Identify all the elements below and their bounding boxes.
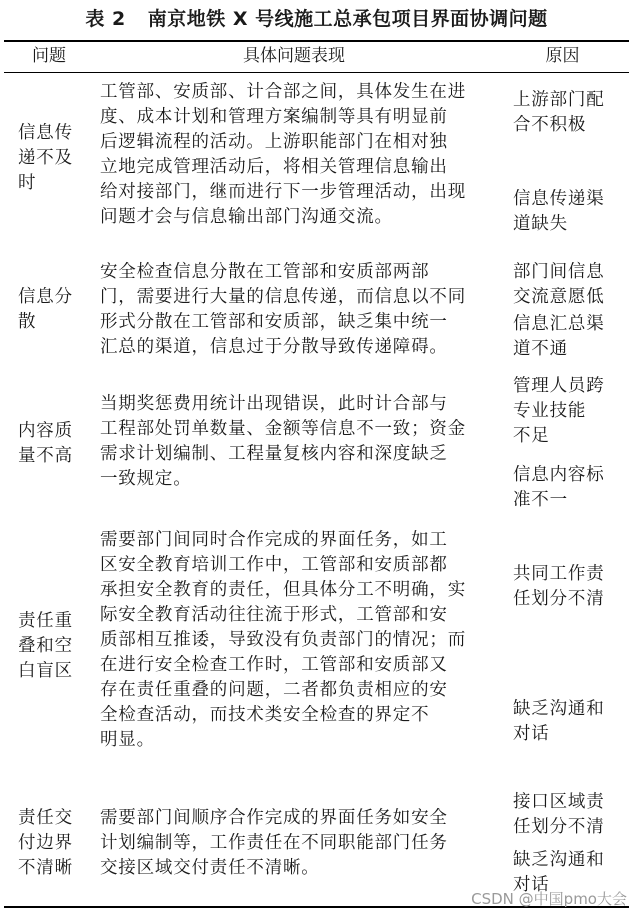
cause-cell xyxy=(513,790,605,840)
text-line: 信息分 xyxy=(18,287,73,307)
description-cell xyxy=(100,806,448,881)
text-line: 接口区域责 xyxy=(513,792,605,812)
cause-cell xyxy=(513,312,605,362)
header-rule xyxy=(4,72,629,73)
table-number: 表 2 xyxy=(85,8,126,30)
text-line: 叠和空 xyxy=(18,636,73,656)
description-cell xyxy=(100,260,466,360)
text-line: 需要部门间顺序合作完成的界面任务如安全 xyxy=(100,808,448,828)
text-line: 给对接部门，继而进行下一步管理活动，出现 xyxy=(100,182,466,202)
text-line: 缺乏沟通和 xyxy=(513,699,605,719)
cause-cell xyxy=(513,260,605,310)
header-issue: 问题 xyxy=(32,46,66,66)
text-line: 不足 xyxy=(513,426,550,446)
watermark: CSDN @中国pmo大会 xyxy=(471,890,627,908)
text-line: 任划分不清 xyxy=(513,589,605,609)
text-line: 工管部、安质部、计合部之间，具体发生在进 xyxy=(100,82,466,102)
text-line: 不清晰 xyxy=(18,858,73,878)
text-line: 信息传 xyxy=(18,123,73,143)
text-line: 承担安全教育的责任，但具体分工不明确，实 xyxy=(100,580,466,600)
description-cell xyxy=(100,528,466,753)
text-line: 管理人员跨 xyxy=(513,376,605,396)
text-line: 在进行安全检查工作时，工管部和安质部又 xyxy=(100,655,448,675)
description-cell xyxy=(100,392,466,492)
cause-cell xyxy=(513,187,605,237)
text-line: 交接区域交付责任不清晰。 xyxy=(100,858,320,878)
issue-cell xyxy=(18,419,73,469)
text-line: 部门间信息 xyxy=(513,262,605,282)
text-line: 形式分散在工管部和安质部，缺乏集中统一 xyxy=(100,312,448,332)
text-line: 合不积极 xyxy=(513,115,587,135)
text-line: 内容质 xyxy=(18,421,73,441)
text-line: 质部相互推诿，导致没有负责部门的情况；而 xyxy=(100,630,466,650)
issue-cell xyxy=(18,121,73,196)
text-line: 对话 xyxy=(513,875,550,895)
issue-cell xyxy=(18,285,73,335)
issue-cell xyxy=(18,609,73,684)
text-line: 共同工作责 xyxy=(513,564,605,584)
text-line: 交流意愿低 xyxy=(513,287,605,307)
text-line: 汇总的渠道，信息过于分散导致传递障碍。 xyxy=(100,337,448,357)
text-line: 量不高 xyxy=(18,446,73,466)
text-line: 需要部门间同时合作完成的界面任务，如工 xyxy=(100,530,448,550)
text-line: 当期奖惩费用统计出现错误，此时计合部与 xyxy=(100,394,448,414)
text-line: 需求计划编制、工程量复核内容和深度缺乏 xyxy=(100,444,448,464)
text-line: 道不通 xyxy=(513,339,568,359)
text-line: 后逻辑流程的活动。上游职能部门在相对独 xyxy=(100,132,448,152)
text-line: 对话 xyxy=(513,724,550,744)
text-line: 递不及 xyxy=(18,148,73,168)
cause-cell xyxy=(513,562,605,612)
text-line: 度、成本计划和管理方案编制等具有明显前 xyxy=(100,107,448,127)
text-line: 散 xyxy=(18,312,37,332)
text-line: 上游部门配 xyxy=(513,90,605,110)
table-title-text: 南京地铁 X 号线施工总承包项目界面协调问题 xyxy=(147,8,548,30)
text-line: 任划分不清 xyxy=(513,817,605,837)
text-line: 专业技能 xyxy=(513,401,587,421)
text-line: 付边界 xyxy=(18,833,73,853)
text-line: 道缺失 xyxy=(513,214,568,234)
text-line: 信息传递渠 xyxy=(513,189,605,209)
text-line: 工程部处罚单数量、金额等信息不一致；资金 xyxy=(100,419,466,439)
text-line: 信息内容标 xyxy=(513,465,605,485)
table-title xyxy=(0,4,633,31)
cause-cell xyxy=(513,697,605,747)
text-line: 白盲区 xyxy=(18,661,73,681)
text-line: 准不一 xyxy=(513,490,568,510)
text-line: 门，需要进行大量的信息传递，而信息以不同 xyxy=(100,287,466,307)
text-line: 时 xyxy=(18,173,37,193)
cause-cell xyxy=(513,374,605,449)
text-line: 责任交 xyxy=(18,808,73,828)
text-line: 一致规定。 xyxy=(100,469,192,489)
top-rule xyxy=(4,40,629,42)
text-line: 区安全教育培训工作中，工管部和安质部都 xyxy=(100,555,448,575)
text-line: 信息汇总渠 xyxy=(513,314,605,334)
text-line: 存在责任重叠的问题，二者都负责相应的安 xyxy=(100,680,448,700)
text-line: 计划编制等，工作责任在不同职能部门任务 xyxy=(100,833,448,853)
header-cause: 原因 xyxy=(545,46,580,66)
text-line: 责任重 xyxy=(18,611,73,631)
issue-cell xyxy=(18,806,73,881)
cause-cell xyxy=(513,463,605,513)
text-line: 缺乏沟通和 xyxy=(513,850,605,870)
cause-cell xyxy=(513,88,605,138)
text-line: 全检查活动，而技术类安全检查的界定不 xyxy=(100,705,430,725)
header-description: 具体问题表现 xyxy=(243,46,345,66)
description-cell xyxy=(100,80,466,230)
text-line: 明显。 xyxy=(100,730,155,750)
text-line: 安全检查信息分散在工管部和安质部两部 xyxy=(100,262,430,282)
text-line: 问题才会与信息输出部门沟通交流。 xyxy=(100,207,393,227)
text-line: 际安全教育活动往往流于形式，工管部和安 xyxy=(100,605,448,625)
text-line: 立地完成管理活动后，将相关管理信息输出 xyxy=(100,157,448,177)
